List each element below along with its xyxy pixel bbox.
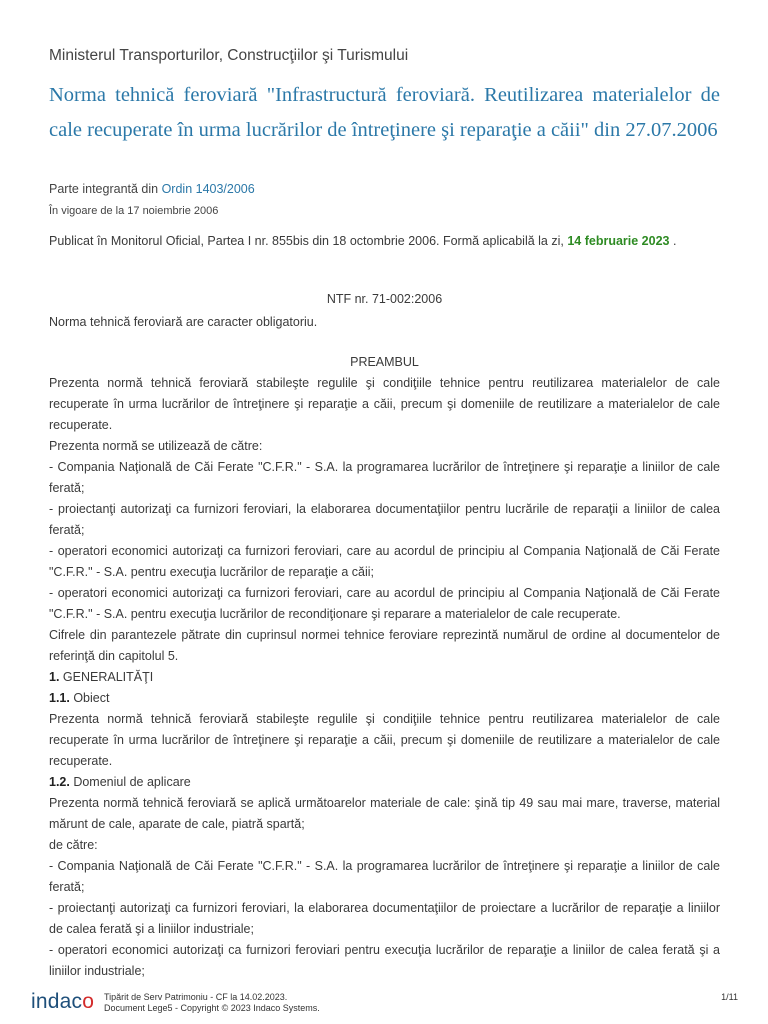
subsection-title: Obiect: [69, 691, 110, 705]
applicable-date: 14 februarie 2023: [567, 234, 670, 248]
paragraph: Prezenta normă se utilizează de către:: [49, 439, 263, 453]
obligatory-note: Norma tehnică feroviară are caracter obligatoriu.: [49, 315, 318, 329]
document-title: Norma tehnică feroviară "Infrastructură feroviară. Reutilizarea materialelor de cale recuperate în urma lucrărilor de întreţinere şi reparaţie a căii" din 27.07.2006: [49, 84, 720, 141]
page-footer: [0, 988, 768, 1024]
indaco-logo: indaco: [31, 990, 95, 1013]
section-heading: [49, 667, 720, 688]
publication-suffix: .: [669, 234, 677, 248]
part-of-label: Parte integrantă din: [49, 182, 162, 196]
copyright-info: Document Lege5 - Copyright © 2023 Indaco Systems.: [104, 1003, 320, 1013]
subsection-heading: [49, 688, 720, 709]
paragraph: de către:: [49, 838, 98, 852]
section-number: 1.: [49, 670, 60, 684]
subsection-title: Domeniul de aplicare: [69, 775, 191, 789]
print-info: Tipărit de Serv Patrimoniu - CF la 14.02.2023.: [104, 992, 288, 1002]
ministry-name: Ministerul Transporturilor, Construcţiilor şi Turismului: [49, 47, 409, 64]
paragraph: Prezenta normă tehnică feroviară stabileşte regulile şi condiţiile tehnice pentru reutilizarea materialelor de cale recuperate în urma lucrărilor de întreţinere şi reparaţie a căii, precum şi domeniile de reutilizare a materialelor de cale recuperate.: [49, 376, 720, 432]
list-item: - operatori economici autorizaţi ca furnizori feroviari, care au acordul de principiu al Compania Naţională de Căi Ferate "C.F.R." - S.A. pentru execuţia lucrărilor de reparaţie a căii;: [49, 544, 720, 579]
document-body: [49, 352, 720, 982]
list-item: - proiectanţi autorizaţi ca furnizori feroviari, la elaborarea documentaţiilor pentru lucrările de reparaţii a liniilor de calea ferată;: [49, 502, 720, 537]
preamble-title: PREAMBUL: [350, 355, 419, 369]
paragraph: Prezenta normă tehnică feroviară stabileşte regulile şi condiţiile tehnice pentru reutilizarea materialelor de cale recuperate în urma lucrărilor de întreţinere şi reparaţie a căii, precum şi domeniile de reutilizare a materialelor de cale recuperate.: [49, 712, 720, 768]
list-item: - operatori economici autorizaţi ca furnizori feroviari, care au acordul de principiu al Compania Naţională de Căi Ferate "C.F.R." - S.A. pentru execuţia lucrărilor de recondiţionare şi reparare a materialelor de cale recuperate.: [49, 586, 720, 621]
paragraph: Cifrele din parantezele pătrate din cuprinsul normei tehnice feroviare reprezintă numărul de ordine al documentelor de referinţă din capitolul 5.: [49, 628, 720, 663]
page-number: 1/11: [721, 992, 738, 1002]
ntf-number: NTF nr. 71-002:2006: [326, 292, 443, 306]
list-item: - proiectanţi autorizaţi ca furnizori feroviari, la elaborarea documentaţiilor de proiectare a lucrărilor de reparaţie a liniilor de calea ferată şi a liniilor industriale;: [49, 901, 720, 936]
publication-text: Publicat în Monitorul Oficial, Partea I nr. 855bis din 18 octombrie 2006. Formă aplicabilă la zi,: [49, 234, 568, 248]
part-of-line: [49, 182, 255, 196]
subsection-number: 1.1.: [49, 691, 70, 705]
section-title: GENERALITĂŢI: [59, 670, 154, 684]
publication-info: [49, 231, 720, 252]
footer-info: [104, 992, 320, 1014]
in-force-date: În vigoare de la 17 noiembrie 2006: [49, 205, 219, 217]
list-item: - Compania Naţională de Căi Ferate "C.F.R." - S.A. la programarea lucrărilor de întreţinere şi reparaţie a liniilor de cale ferată;: [49, 859, 720, 894]
subsection-number: 1.2.: [49, 775, 70, 789]
subsection-heading: [49, 772, 720, 793]
list-item: - operatori economici autorizaţi ca furnizori feroviari pentru execuţia lucrărilor de reparaţie a liniilor de calea ferată şi a liniilor industriale;: [49, 943, 720, 978]
ordin-link[interactable]: Ordin 1403/2006: [161, 182, 255, 196]
list-item: - Compania Naţională de Căi Ferate "C.F.R." - S.A. la programarea lucrărilor de întreţinere şi reparaţie a liniilor de cale ferată;: [49, 460, 720, 495]
paragraph: Prezenta normă tehnică feroviară se aplică următoarelor materiale de cale: şină tip 49 sau mai mare, traverse, material mărunt de cale, aparate de cale, piatră spartă;: [49, 796, 720, 831]
